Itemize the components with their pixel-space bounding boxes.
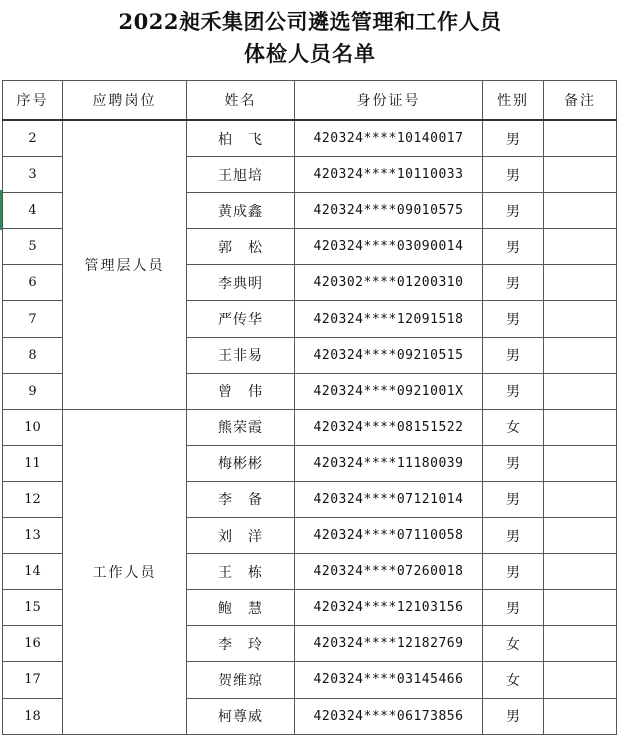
title-line-2: 体检人员名单 [244,41,376,66]
cell-gender[interactable]: 男 [483,373,544,409]
cell-id-number[interactable]: 420324****03090014 [295,229,483,265]
cell-gender[interactable]: 男 [483,337,544,373]
cell-note[interactable] [544,265,617,301]
cell-gender[interactable]: 女 [483,409,544,445]
cell-id-number[interactable]: 420324****11180039 [295,445,483,481]
cell-gender[interactable]: 男 [483,120,544,157]
cell-note[interactable] [544,301,617,337]
cell-seq[interactable]: 8 [3,337,63,373]
cell-id-number[interactable]: 420324****07110058 [295,518,483,554]
cell-gender[interactable]: 男 [483,481,544,517]
cell-seq[interactable]: 11 [3,445,63,481]
document-title [0,0,620,76]
cell-id-number[interactable]: 420302****01200310 [295,265,483,301]
cell-note[interactable] [544,590,617,626]
cell-gender[interactable]: 男 [483,229,544,265]
cell-id-number[interactable]: 420324****07260018 [295,554,483,590]
cell-id-number[interactable]: 420324****03145466 [295,662,483,698]
cell-gender[interactable]: 男 [483,157,544,193]
cell-name[interactable]: 梅彬彬 [187,445,295,481]
cell-note[interactable] [544,373,617,409]
cell-note[interactable] [544,409,617,445]
table-row [3,120,617,157]
cell-note[interactable] [544,193,617,229]
cell-note[interactable] [544,481,617,517]
cell-gender[interactable]: 女 [483,626,544,662]
header-note[interactable]: 备注 [544,81,617,121]
cell-name[interactable]: 郭 松 [187,229,295,265]
cell-name[interactable]: 李典明 [187,265,295,301]
cell-seq[interactable]: 15 [3,590,63,626]
cell-note[interactable] [544,698,617,734]
cell-seq[interactable]: 13 [3,518,63,554]
cell-name[interactable]: 王非易 [187,337,295,373]
cell-position[interactable]: 管理层人员 [63,120,187,409]
cell-name[interactable]: 贺维琼 [187,662,295,698]
cell-note[interactable] [544,120,617,157]
cell-id-number[interactable]: 420324****09010575 [295,193,483,229]
cell-name[interactable]: 王 栋 [187,554,295,590]
cell-gender[interactable]: 男 [483,698,544,734]
cell-name[interactable]: 严传华 [187,301,295,337]
cell-id-number[interactable]: 420324****10110033 [295,157,483,193]
cell-gender[interactable]: 男 [483,301,544,337]
cell-gender[interactable]: 男 [483,590,544,626]
header-position[interactable]: 应聘岗位 [63,81,187,121]
cell-seq[interactable]: 17 [3,662,63,698]
table-header-row [3,81,617,121]
cell-id-number[interactable]: 420324****0921001X [295,373,483,409]
cell-id-number[interactable]: 420324****07121014 [295,481,483,517]
cell-gender[interactable]: 男 [483,265,544,301]
cell-seq[interactable]: 12 [3,481,63,517]
header-gender[interactable]: 性别 [483,81,544,121]
cell-seq[interactable]: 5 [3,229,63,265]
cell-name[interactable]: 王旭培 [187,157,295,193]
cell-gender[interactable]: 男 [483,518,544,554]
cell-note[interactable] [544,626,617,662]
cell-note[interactable] [544,554,617,590]
cell-note[interactable] [544,518,617,554]
table-row [3,409,617,445]
cell-seq[interactable]: 2 [3,120,63,157]
cell-name[interactable]: 刘 洋 [187,518,295,554]
cell-id-number[interactable]: 420324****12103156 [295,590,483,626]
cell-seq[interactable]: 16 [3,626,63,662]
cell-name[interactable]: 熊荣霞 [187,409,295,445]
cell-name[interactable]: 李 玲 [187,626,295,662]
cell-seq[interactable]: 6 [3,265,63,301]
cell-name[interactable]: 曾 伟 [187,373,295,409]
header-id-number[interactable]: 身份证号 [295,81,483,121]
cell-gender[interactable]: 男 [483,554,544,590]
cell-note[interactable] [544,337,617,373]
cell-gender[interactable]: 女 [483,662,544,698]
cell-id-number[interactable]: 420324****08151522 [295,409,483,445]
cell-id-number[interactable]: 420324****09210515 [295,337,483,373]
candidate-table [2,80,617,735]
cell-id-number[interactable]: 420324****10140017 [295,120,483,157]
cell-seq[interactable]: 7 [3,301,63,337]
cell-name[interactable]: 黄成鑫 [187,193,295,229]
cell-seq[interactable]: 9 [3,373,63,409]
cell-gender[interactable]: 男 [483,193,544,229]
table-body [3,120,617,734]
cell-note[interactable] [544,445,617,481]
cell-seq[interactable]: 4 [3,193,63,229]
cell-seq[interactable]: 18 [3,698,63,734]
cell-id-number[interactable]: 420324****12182769 [295,626,483,662]
title-line-1: 2022昶禾集团公司遴选管理和工作人员 [118,9,502,34]
cell-name[interactable]: 柏 飞 [187,120,295,157]
header-name[interactable]: 姓名 [187,81,295,121]
cell-name[interactable]: 鲍 慧 [187,590,295,626]
header-seq[interactable]: 序号 [3,81,63,121]
cell-seq[interactable]: 3 [3,157,63,193]
cell-position[interactable]: 工作人员 [63,409,187,734]
cell-gender[interactable]: 男 [483,445,544,481]
cell-seq[interactable]: 14 [3,554,63,590]
cell-note[interactable] [544,662,617,698]
cell-note[interactable] [544,229,617,265]
cell-note[interactable] [544,157,617,193]
cell-name[interactable]: 柯尊威 [187,698,295,734]
cell-id-number[interactable]: 420324****06173856 [295,698,483,734]
cell-name[interactable]: 李 备 [187,481,295,517]
cell-id-number[interactable]: 420324****12091518 [295,301,483,337]
cell-seq[interactable]: 10 [3,409,63,445]
